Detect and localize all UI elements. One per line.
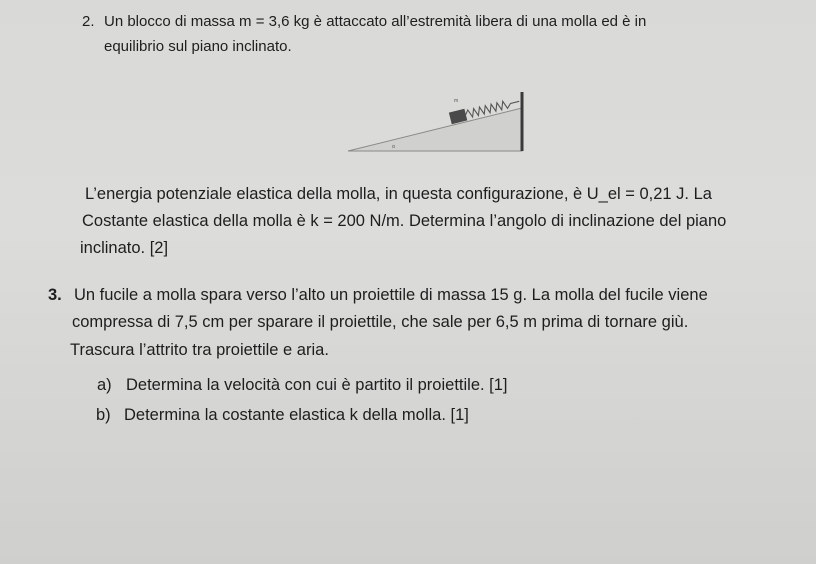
problem-2-line-4: Costante elastica della molla è k = 200 N/m. Determina l’angolo di inclinazione del piano (82, 212, 727, 230)
problem-2-line-1: Un blocco di massa m = 3,6 kg è attaccato all’estremità libera di una molla ed è in (104, 13, 647, 30)
problem-2-line-2: equilibrio sul piano inclinato. (104, 38, 292, 55)
problem-3-line-2: compressa di 7,5 cm per sparare il proiettile, che sale per 6,5 m prima di tornare giù. (72, 313, 689, 331)
problem-2-line-5: inclinato. [2] (80, 239, 169, 257)
mass-label: m (454, 98, 459, 104)
problem-2-line-3: L’energia potenziale elastica della molla, in questa configurazione, è U_el = 0,21 J. La (85, 185, 712, 203)
problem-3a-label: a) (97, 376, 112, 394)
problem-3-number: 3. (48, 286, 62, 304)
problem-3-line-3: Trascura l’attrito tra proiettile e aria. (70, 341, 329, 359)
problem-2-number: 2. (82, 13, 95, 30)
problem-3-line-1: Un fucile a molla spara verso l’alto un proiettile di massa 15 g. La molla del fucile viene (74, 286, 708, 304)
problem-3b-label: b) (96, 406, 111, 424)
inclined-plane-figure (340, 88, 530, 158)
angle-label: α (392, 144, 395, 150)
problem-3a-text: Determina la velocità con cui è partito il proiettile. [1] (126, 376, 508, 394)
problem-3b-text: Determina la costante elastica k della molla. [1] (124, 406, 469, 424)
inclined-plane (348, 108, 522, 151)
